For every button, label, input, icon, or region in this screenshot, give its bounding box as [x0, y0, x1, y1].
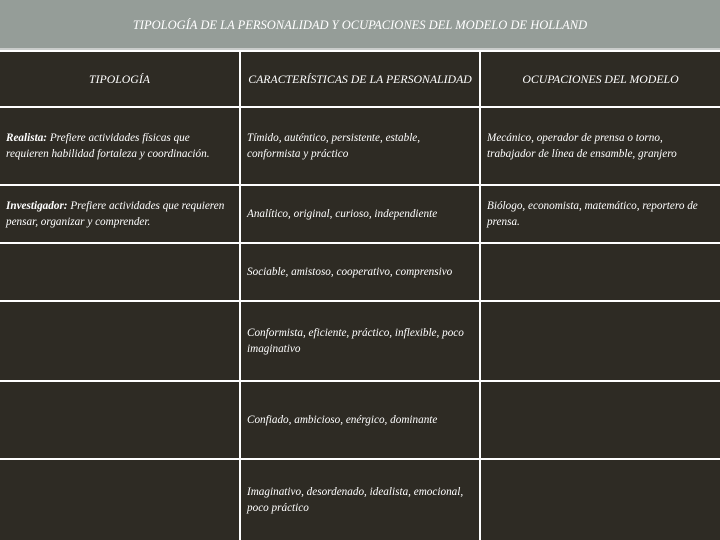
holland-table — [0, 50, 720, 540]
tipo-desc: Prefiere actividades físicas que requieren habilidad fortaleza y coordinación. — [6, 132, 210, 160]
header-ocupaciones: OCUPACIONES DEL MODELO — [481, 52, 720, 106]
tipo-name: Investigador: — [6, 200, 68, 212]
table-cell-ocupaciones: Biólogo, economista, matemático, reportero de prensa. — [481, 186, 720, 242]
table-cell-tipologia — [0, 382, 239, 458]
table-cell-tipologia — [0, 302, 239, 380]
table-cell-ocupaciones: Mecánico, operador de prensa o torno, trabajador de línea de ensamble, granjero — [481, 108, 720, 184]
table-cell-tipologia — [0, 460, 239, 540]
table-cell-ocupaciones — [481, 460, 720, 540]
table-cell-caracteristicas: Confiado, ambicioso, enérgico, dominante — [241, 382, 479, 458]
table-cell-caracteristicas: Conformista, eficiente, práctico, inflexible, poco imaginativo — [241, 302, 479, 380]
tipo-desc: Prefiere actividades que requieren pensar, organizar y comprender. — [6, 200, 225, 228]
table-cell-caracteristicas: Sociable, amistoso, cooperativo, comprensivo — [241, 244, 479, 300]
table-cell-tipologia — [0, 186, 239, 242]
table-cell-tipologia — [0, 108, 239, 184]
table-cell-caracteristicas: Imaginativo, desordenado, idealista, emocional, poco práctico — [241, 460, 479, 540]
table-cell-ocupaciones — [481, 382, 720, 458]
tipo-name: Realista: — [6, 132, 48, 144]
table-cell-caracteristicas: Analítico, original, curioso, independiente — [241, 186, 479, 242]
table-cell-tipologia — [0, 244, 239, 300]
table-cell-ocupaciones — [481, 302, 720, 380]
table-cell-caracteristicas: Tímido, auténtico, persistente, estable, conformista y práctico — [241, 108, 479, 184]
header-tipologia: TIPOLOGÍA — [0, 52, 239, 106]
table-cell-ocupaciones — [481, 244, 720, 300]
header-caracteristicas: CARACTERÍSTICAS DE LA PERSONALIDAD — [241, 52, 479, 106]
page-title: TIPOLOGÍA DE LA PERSONALIDAD Y OCUPACIONES DEL MODELO DE HOLLAND — [0, 0, 720, 50]
